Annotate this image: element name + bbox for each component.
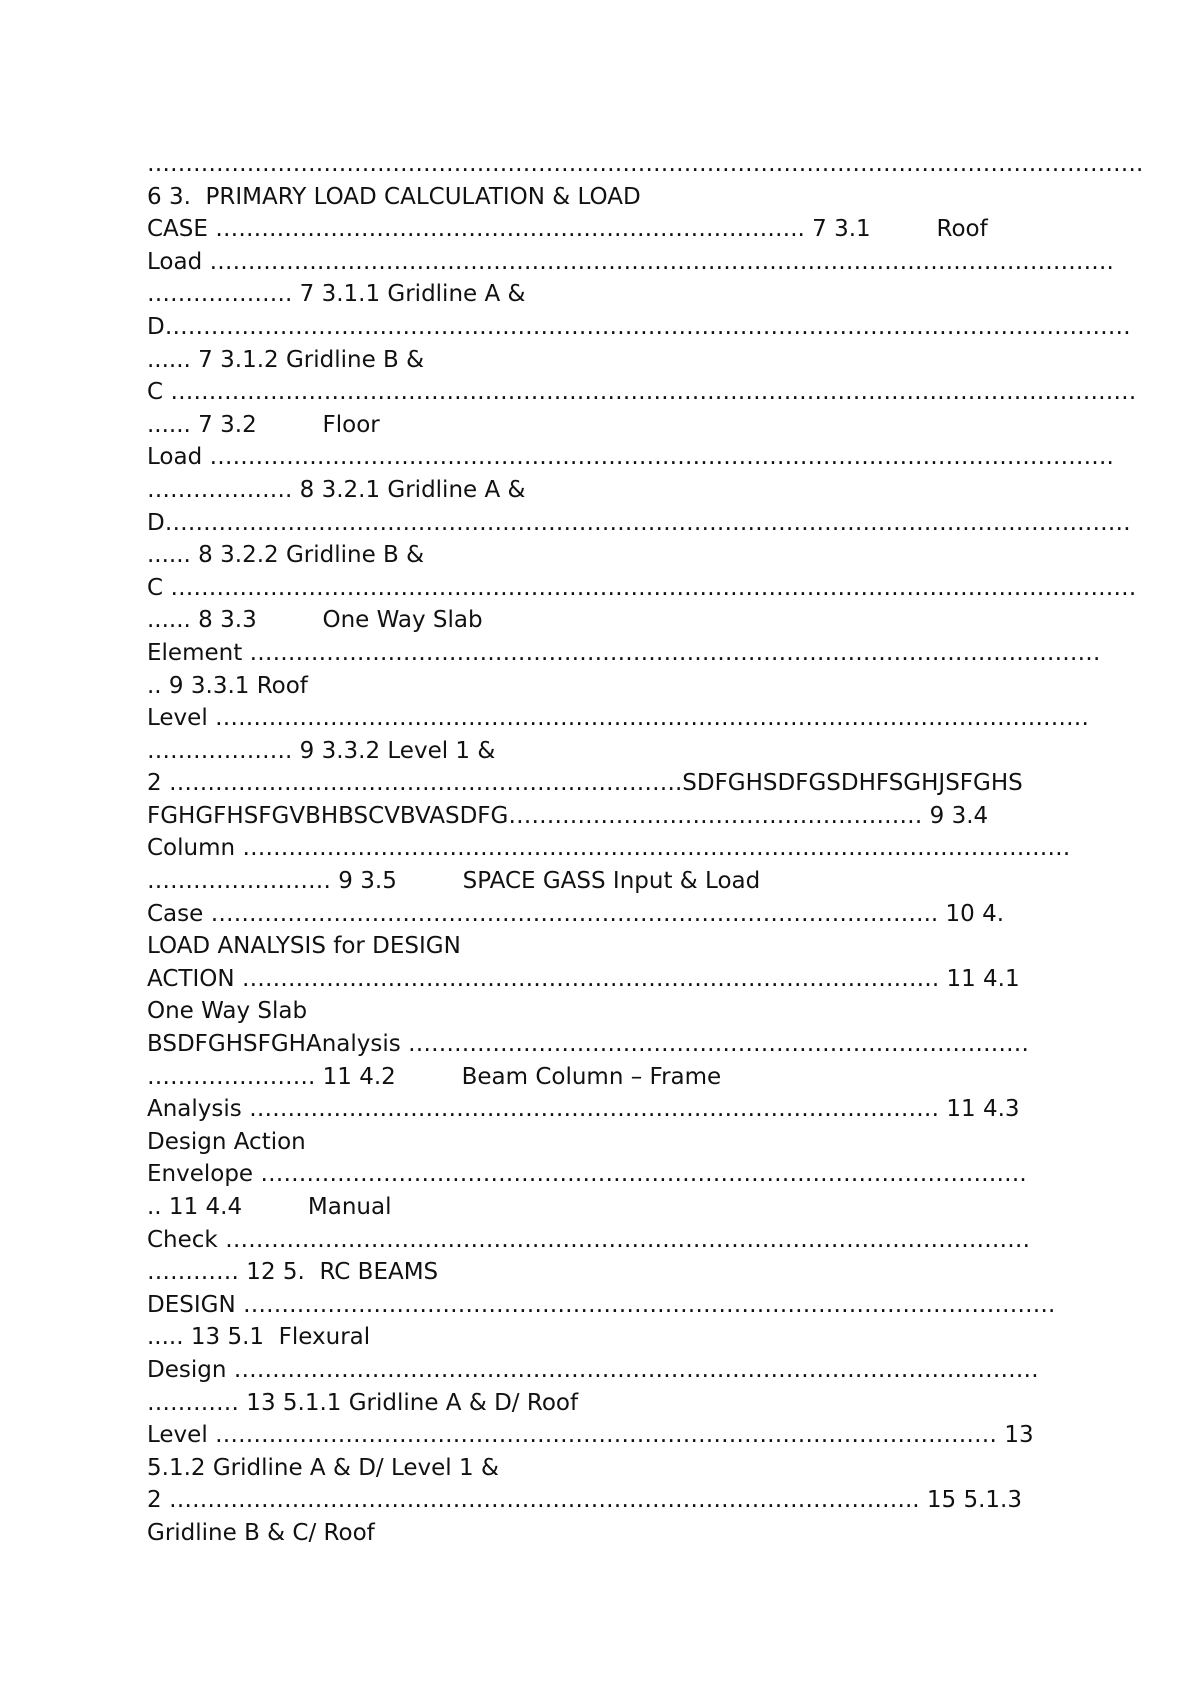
- toc-line: 6 3. PRIMARY LOAD CALCULATION & LOAD: [147, 183, 641, 210]
- toc-line: ………………. 9 3.3.2 Level 1 &: [147, 737, 496, 764]
- toc-line: DESIGN …………………………………………………………………………………………….: [147, 1291, 1056, 1318]
- toc-line: 2 ………………………………………………………….SDFGHSDFGSDHFSGHJSFGHS: [147, 770, 1023, 797]
- toc-line: D………………………………………………………………………………………………………………: [147, 509, 1131, 536]
- toc-line: Level ……………………………………………………………………………………………………: [147, 705, 1090, 732]
- toc-line: FGHGFHSFGVBHBSCVBVASDFG……………………………………………… 9 3.4: [147, 802, 989, 829]
- toc-line: CASE ………………………………………………………………….. 7 3.1 Roof: [147, 216, 988, 243]
- toc-line: C ………………………………………………………………………………………………………………: [147, 379, 1137, 406]
- toc-line: One Way Slab: [147, 998, 308, 1025]
- toc-line: ...... 7 3.2 Floor: [147, 411, 380, 438]
- toc-line: Gridline B & C/ Roof: [147, 1519, 375, 1546]
- toc-line: Level ………………………………………………………………………………………… 13: [147, 1422, 1034, 1449]
- toc-line: Load ……………………………………………………………………………………………………….: [147, 248, 1114, 275]
- toc-line: BSDFGHSFGHAnalysis ………………………………………………………………………: [147, 1031, 1030, 1058]
- toc-line: ………………………………………………………………………………………………………………….: [147, 151, 1144, 177]
- toc-line: ………… 13 5.1.1 Gridline A & D/ Roof: [147, 1389, 579, 1416]
- toc-line: Design Action: [147, 1128, 306, 1155]
- toc-line: …………………… 9 3.5 SPACE GASS Input & Load: [147, 868, 761, 895]
- toc-line: .. 11 4.4 Manual: [147, 1194, 392, 1220]
- toc-line: LOAD ANALYSIS for DESIGN: [147, 933, 461, 960]
- toc-line: Element …………………………………………………………………………………………………: [147, 639, 1101, 666]
- toc-line: Analysis ……………………………………………………………………………… 11 4.3: [147, 1096, 1020, 1123]
- toc-line: Load ……………………………………………………………………………………………………….: [147, 444, 1114, 471]
- toc-line: ACTION ………………………………………………………………………………. 11 4.1: [147, 965, 1020, 992]
- toc-line: C ………………………………………………………………………………………………………………: [147, 574, 1137, 601]
- toc-line: D………………………………………………………………………………………………………………: [147, 313, 1131, 340]
- toc-line: Envelope ……………………………………………………………………………………….: [147, 1161, 1027, 1188]
- toc-line: …………………. 11 4.2 Beam Column – Frame: [147, 1063, 722, 1090]
- toc-line: Design ……………………………………………………………………………………………: [147, 1356, 1039, 1383]
- toc-line: Column ………………………………………………………………………………………………: [147, 835, 1071, 862]
- toc-line: 5.1.2 Gridline A & D/ Level 1 &: [147, 1454, 499, 1481]
- toc-line: ...... 8 3.2.2 Gridline B &: [147, 542, 425, 569]
- toc-line: 2 …………………………………………………………………………………….. 15 5.1.3: [147, 1487, 1022, 1514]
- toc-line: ………… 12 5. RC BEAMS: [147, 1259, 439, 1286]
- toc-line: ………………. 8 3.2.1 Gridline A &: [147, 476, 526, 503]
- toc-line: Check ……………………………………………………………………………………………: [147, 1226, 1031, 1253]
- toc-line: Case ………………………………………………………………………………….. 10 4.: [147, 900, 1005, 927]
- table-of-contents-text: [147, 148, 1147, 1550]
- toc-line: .. 9 3.3.1 Roof: [147, 672, 308, 699]
- toc-line: ..... 13 5.1 Flexural: [147, 1324, 371, 1351]
- toc-line: ...... 7 3.1.2 Gridline B &: [147, 346, 425, 373]
- toc-line: ………………. 7 3.1.1 Gridline A &: [147, 281, 526, 308]
- toc-line: ...... 8 3.3 One Way Slab: [147, 607, 483, 634]
